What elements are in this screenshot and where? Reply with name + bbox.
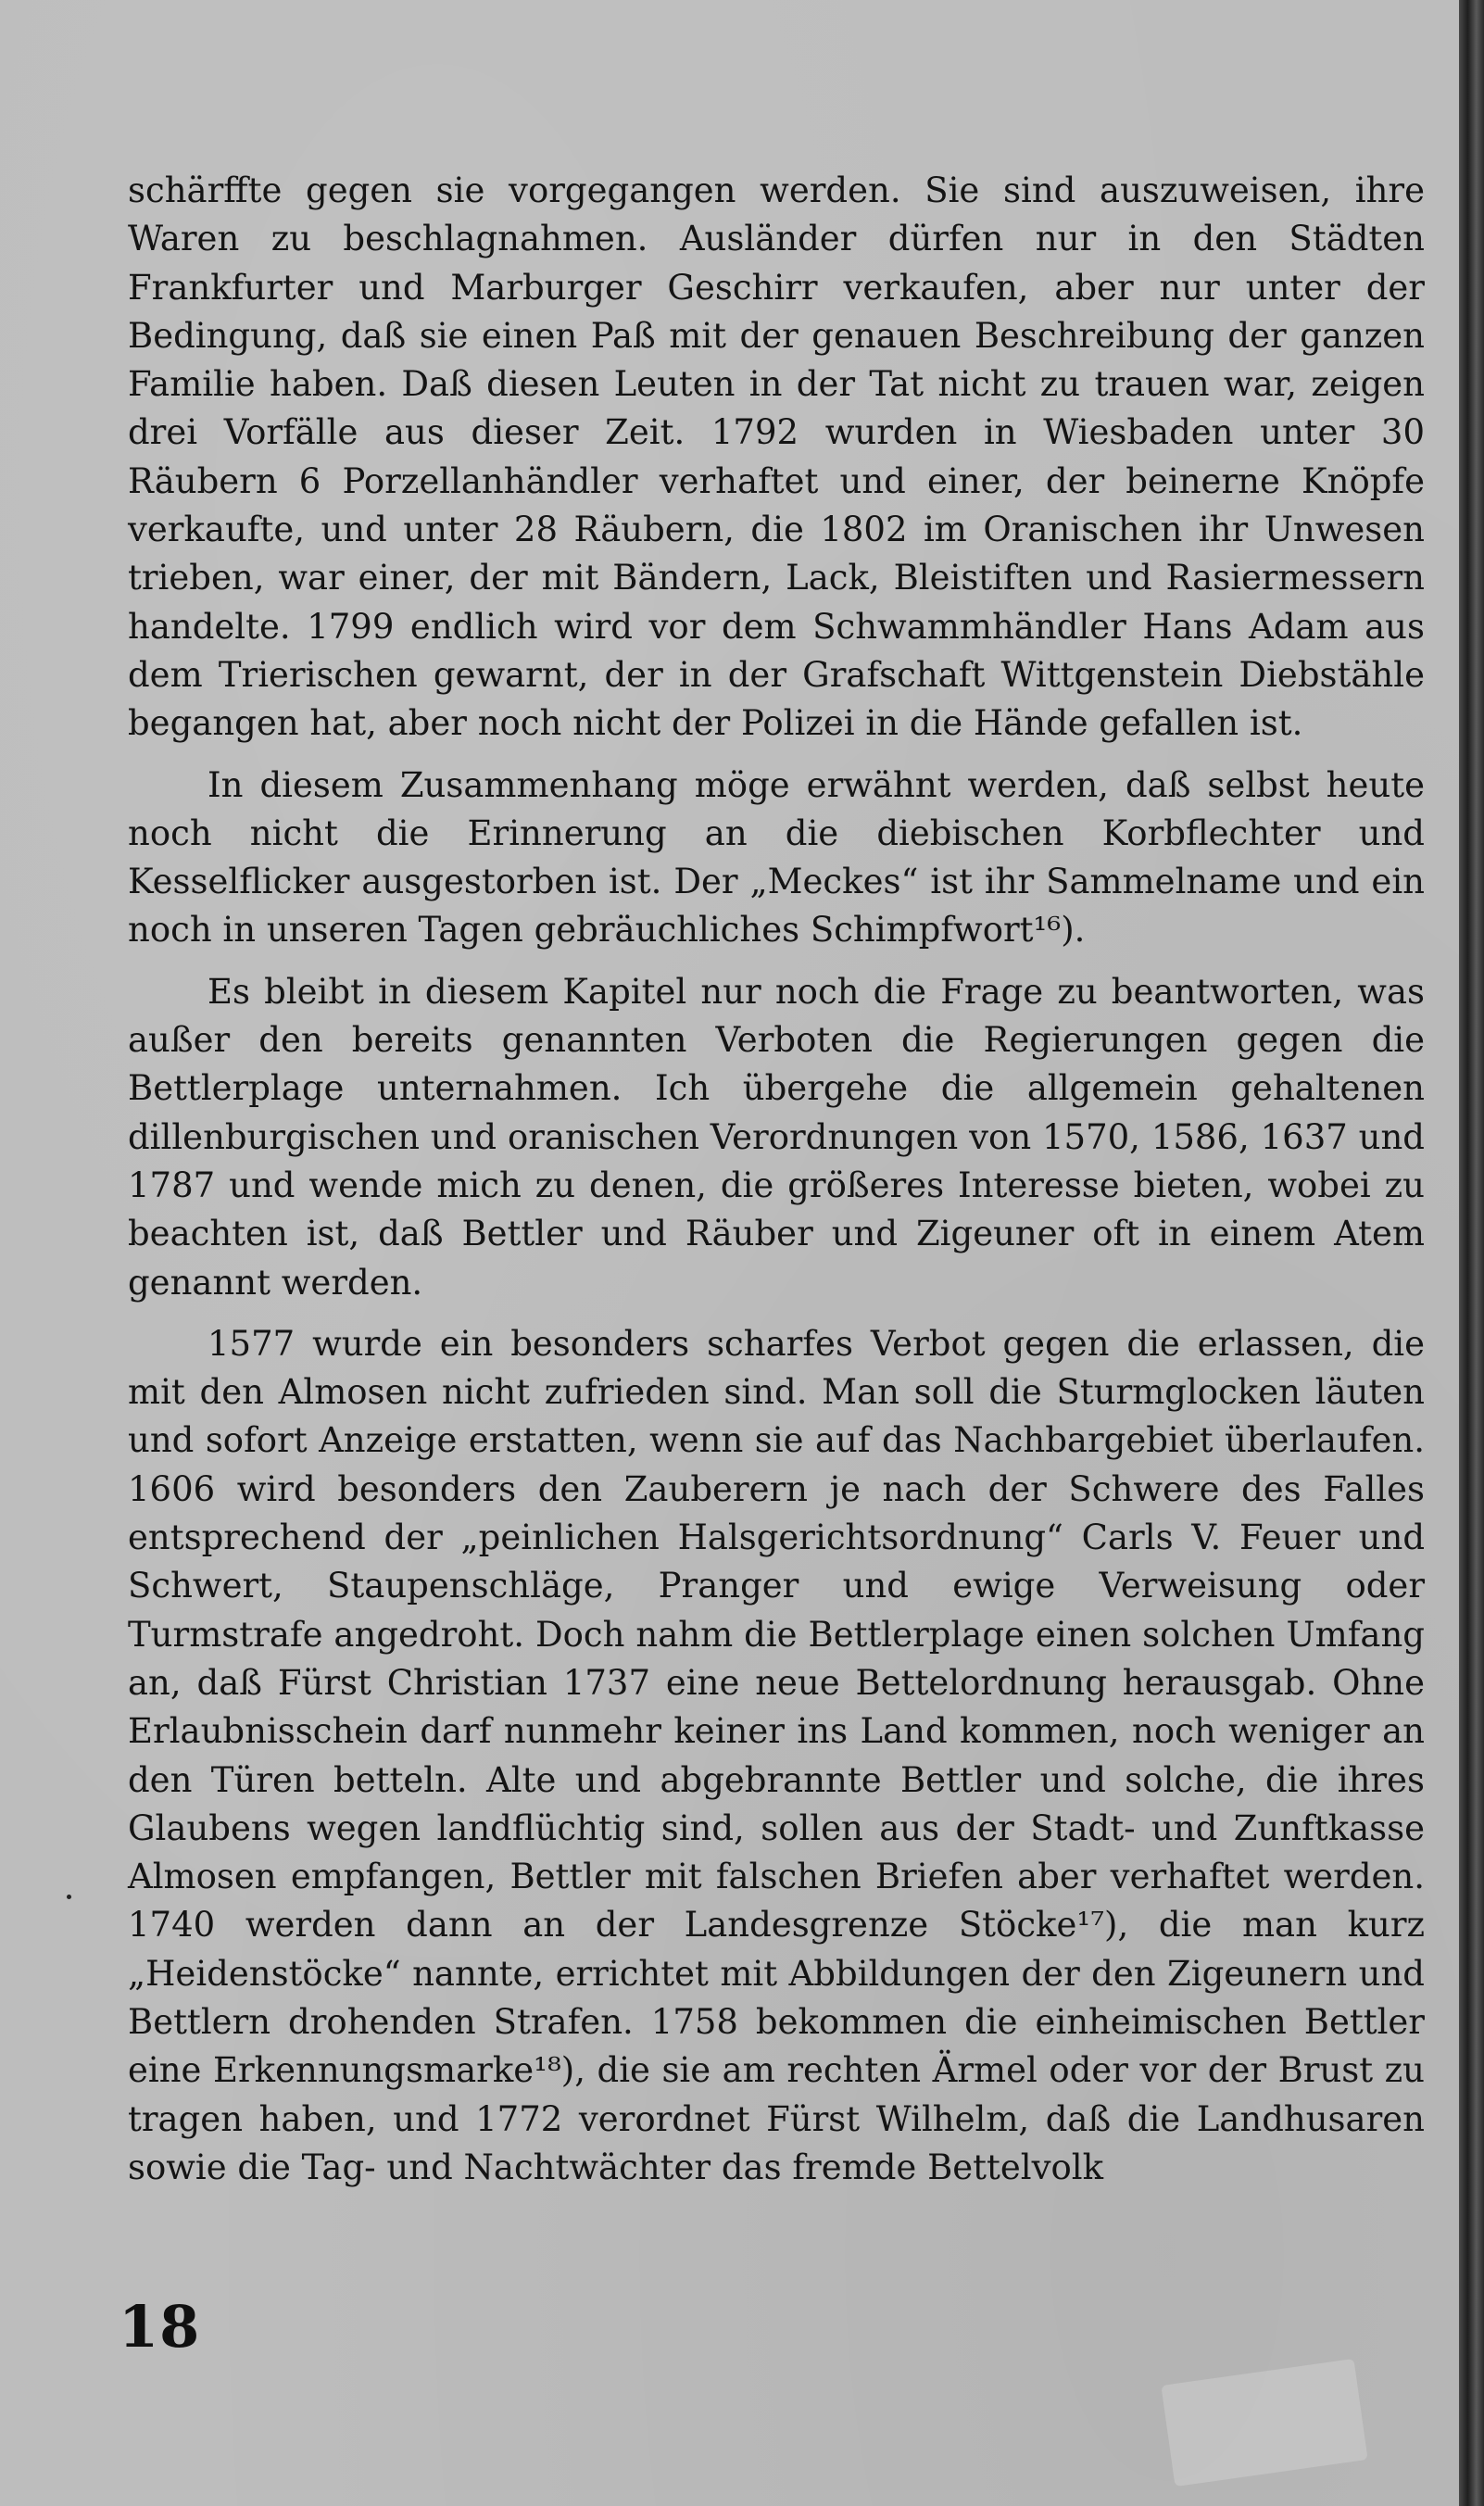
paper-tape-mark	[1161, 2359, 1367, 2487]
paragraph-4: 1577 wurde ein besonders scharfes Verbot gegen die erlassen, die mit den Almosen nicht zufrieden sind. Man soll die Sturmglocken läuten und sofort Anzeige erstatten, wenn sie auf das Nachbargebiet überlaufen. 1606 wird besonders den Zauberern je nach der Schwere des Falles entsprechend der „peinlichen Halsgerichtsordnung“ Carls V. Feuer und Schwert, Staupenschläge, Pranger und ewige Verweisung oder Turmstrafe angedroht. Doch nahm die Bettlerplage einen solchen Umfang an, daß Fürst Christian 1737 eine neue Bettelordnung herausgab. Ohne Erlaubnisschein darf nunmehr keiner ins Land kommen, noch weniger an den Türen betteln. Alte und abgebrannte Bettler und solche, die ihres Glaubens wegen landflüchtig sind, sollen aus der Stadt- und Zunftkasse Almosen empfangen, Bettler mit falschen Briefen aber verhaftet werden. 1740 werden dann an der Landesgrenze Stöcke¹⁷), die man kurz „Heidenstöcke“ nannte, errichtet mit Abbildungen der den Zigeunern und Bettlern drohenden Strafen. 1758 bekommen die einheimischen Bettler eine Erkennungsmarke¹⁸), die sie am rechten Ärmel oder vor der Brust zu tragen haben, und 1772 verordnet Fürst Wilhelm, daß die Landhusaren sowie die Tag- und Nachtwächter das fremde Bettelvolk	[128, 1323, 1425, 2187]
book-spine-edge	[1459, 0, 1484, 2506]
body-text	[128, 167, 1425, 2192]
ink-speck	[67, 1895, 71, 1899]
page-number: 18	[119, 2293, 201, 2361]
paragraph-2: In diesem Zusammenhang möge erwähnt werden, daß selbst heute noch nicht die Erinnerung an die diebischen Korbflechter und Kesselflicker ausgestorben ist. Der „Meckes“ ist ihr Sammelname und ein noch in unseren Tagen gebräuchliches Schimpfwort¹⁶).	[128, 764, 1425, 951]
paragraph-1: schärffte gegen sie vorgegangen werden. Sie sind auszuweisen, ihre Waren zu beschlagnahmen. Ausländer dürfen nur in den Städten Frankfurter und Marburger Geschirr verkaufen, aber nur unter der Bedingung, daß sie einen Paß mit der genauen Beschreibung der ganzen Familie haben. Daß diesen Leuten in der Tat nicht zu trauen war, zeigen drei Vorfälle aus dieser Zeit. 1792 wurden in Wiesbaden unter 30 Räubern 6 Porzellanhändler verhaftet und einer, der beinerne Knöpfe verkaufte, und unter 28 Räubern, die 1802 im Oranischen ihr Unwesen trieben, war einer, der mit Bändern, Lack, Bleistiften und Rasiermessern handelte. 1799 endlich wird vor dem Schwammhändler Hans Adam aus dem Trierischen gewarnt, der in der Grafschaft Wittgenstein Diebstähle begangen hat, aber noch nicht der Polizei in die Hände gefallen ist.	[128, 170, 1425, 744]
paragraph-3: Es bleibt in diesem Kapitel nur noch die Frage zu beantworten, was außer den bereits genannten Verboten die Regierungen gegen die Bettlerplage unternahmen. Ich übergehe die allgemein gehaltenen dillenburgischen und oranischen Verordnungen von 1570, 1586, 1637 und 1787 und wende mich zu denen, die größeres Interesse bieten, wobei zu beachten ist, daß Bettler und Räuber und Zigeuner oft in einem Atem genannt werden.	[128, 971, 1425, 1303]
